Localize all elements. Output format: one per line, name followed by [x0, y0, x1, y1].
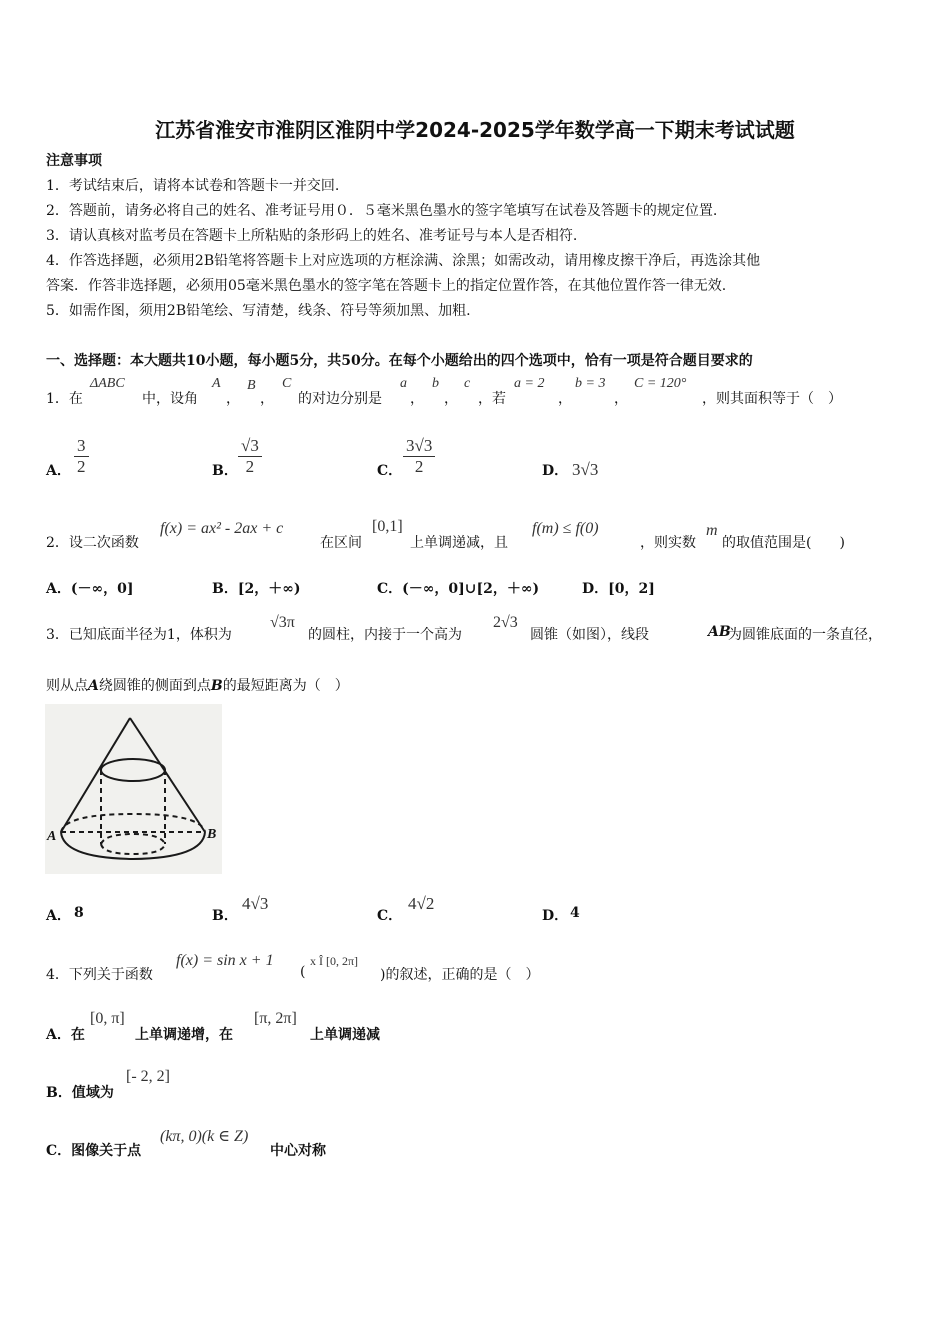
option-label: A．	[46, 463, 71, 479]
fig-label-B: B	[207, 827, 217, 842]
q3-num: 3．已知底面半径为1，体积为	[46, 627, 232, 643]
notice-item: 5．如需作图，须用2B铅笔绘、写清楚，线条、符号等须加黑、加粗.	[46, 303, 471, 319]
q1-option-d-value: 3√3	[572, 460, 599, 479]
q3-option-b-value: 4√3	[242, 894, 269, 913]
cone-diagram	[45, 704, 222, 874]
q3-options: A． 8 B． 4√3 C． 4√2 D． 4	[46, 894, 580, 924]
notice-item: 1．考试结束后，请将本试卷和答题卡一并交回.	[46, 178, 340, 194]
q4-interval-2: [π, 2π]	[254, 1010, 297, 1027]
notice-item: 2．答题前，请务必将自己的姓名、准考证号用０．５毫米黑色墨水的签字笔填写在试卷及答题卡的规定位置.	[46, 203, 718, 219]
q1-option-c-value: $\frac{3√3}{2}$	[403, 436, 435, 477]
q3-option-a-value: 8	[74, 905, 84, 921]
q1-a: a	[400, 376, 407, 391]
q4-text: )的叙述，正确的是（ ）	[380, 967, 540, 983]
q3-option-c-value: 4√2	[408, 894, 435, 913]
q4-interval-1: [0, π]	[90, 1010, 125, 1027]
q1-B: B	[247, 378, 256, 393]
q2-inequality: f(m) ≤ f(0)	[532, 520, 599, 537]
q3-height: 2√3	[493, 614, 518, 631]
option-label: C．	[377, 463, 403, 479]
q1-text: 中，设角	[142, 391, 198, 407]
cylinder-base-front	[101, 844, 165, 854]
q1-options	[46, 436, 906, 488]
q1-C: C	[282, 376, 292, 391]
q2-option-b: B．[2，＋∞)	[212, 581, 301, 597]
q3-text: 圆锥（如图），线段	[530, 627, 649, 643]
q4-domain: x Î [0, 2π]	[310, 954, 359, 968]
q4-range: [- 2, 2]	[126, 1068, 170, 1085]
q1-cond-a: a = 2	[514, 376, 545, 391]
q1-b: b	[432, 376, 439, 391]
q4-num: 4．下列关于函数	[46, 967, 153, 983]
page-title: 江苏省淮安市淮阴区淮阴中学2024-2025学年数学高一下期末考试试题	[155, 118, 795, 142]
option-label: B．	[212, 463, 238, 479]
q3-volume: √3π	[270, 614, 295, 631]
q4-point: (kπ, 0)(k ∈ Z)	[160, 1128, 249, 1145]
q3-line2: 则从点A绕圆锥的侧面到点B的最短距离为（ ）	[46, 678, 349, 694]
section-heading: 一、选择题：本大题共10小题，每小题5分，共50分。在每个小题给出的四个选项中，恰有一项是符合题目要求的	[46, 353, 753, 369]
q2-func: f(x) = ax² - 2ax + c	[160, 520, 284, 537]
cone-figure	[45, 704, 222, 874]
q1-A: A	[212, 376, 221, 391]
q2-m: m	[706, 522, 718, 539]
q1-text: 的对边分别是	[298, 391, 382, 407]
q1-option-a-value: $\frac{3}{2}$	[74, 436, 89, 477]
q3-text: 为圆锥底面的一条直径，	[728, 627, 882, 643]
q2-option-c: C．(－∞，0]∪[2，＋∞)	[377, 581, 540, 597]
notice-heading: 注意事项	[46, 153, 102, 169]
option-label: D．	[542, 463, 569, 479]
q2-text: 的取值范围是( )	[722, 535, 845, 551]
q1-num: 1．在	[46, 391, 83, 407]
q2-text: ，则实数	[640, 535, 696, 551]
q3-AB: AB	[708, 624, 731, 640]
q2-text: 在区间	[320, 535, 362, 551]
q1-text: ，若	[478, 391, 506, 407]
q1-c: c	[464, 376, 471, 391]
q1-cond-c: C = 120°	[634, 376, 687, 391]
q1-cond-b: b = 3	[575, 376, 606, 391]
q3-text: 的圆柱，内接于一个高为	[308, 627, 462, 643]
notice-item: 3．请认真核对监考员在答题卡上所粘贴的条形码上的姓名、准考证号与本人是否相符.	[46, 228, 578, 244]
q1-text: ，则其面积等于（ ）	[702, 391, 842, 407]
q1-triangle: ΔABC	[90, 376, 125, 391]
notice-item: 4．作答选择题，必须用2B铅笔将答题卡上对应选项的方框涂满、涂黑；如需改动，请用橡皮擦干净后，再选涂其他	[46, 253, 761, 269]
cone-base-back	[61, 814, 205, 832]
q1-option-b-value: $\frac{√3}{2}$	[238, 436, 262, 477]
cone-base-front	[61, 832, 205, 859]
q2-interval: [0,1]	[372, 518, 403, 535]
q4-func: f(x) = sin x + 1	[176, 952, 274, 969]
q2-option-d: D．[0，2]	[582, 581, 655, 597]
q3-option-d-value: 4	[570, 905, 580, 921]
q2-num: 2．设二次函数	[46, 535, 139, 551]
fig-label-A: A	[47, 829, 57, 844]
cylinder-top	[101, 759, 165, 781]
cylinder-base-back	[101, 834, 165, 844]
notice-item: 答案．作答非选择题，必须用05毫米黑色墨水的签字笔在答题卡上的指定位置作答，在其他位置作答一律无效.	[46, 278, 727, 294]
q2-option-a: A．(－∞，0]	[46, 581, 134, 597]
q2-text: 上单调递减，且	[410, 535, 508, 551]
